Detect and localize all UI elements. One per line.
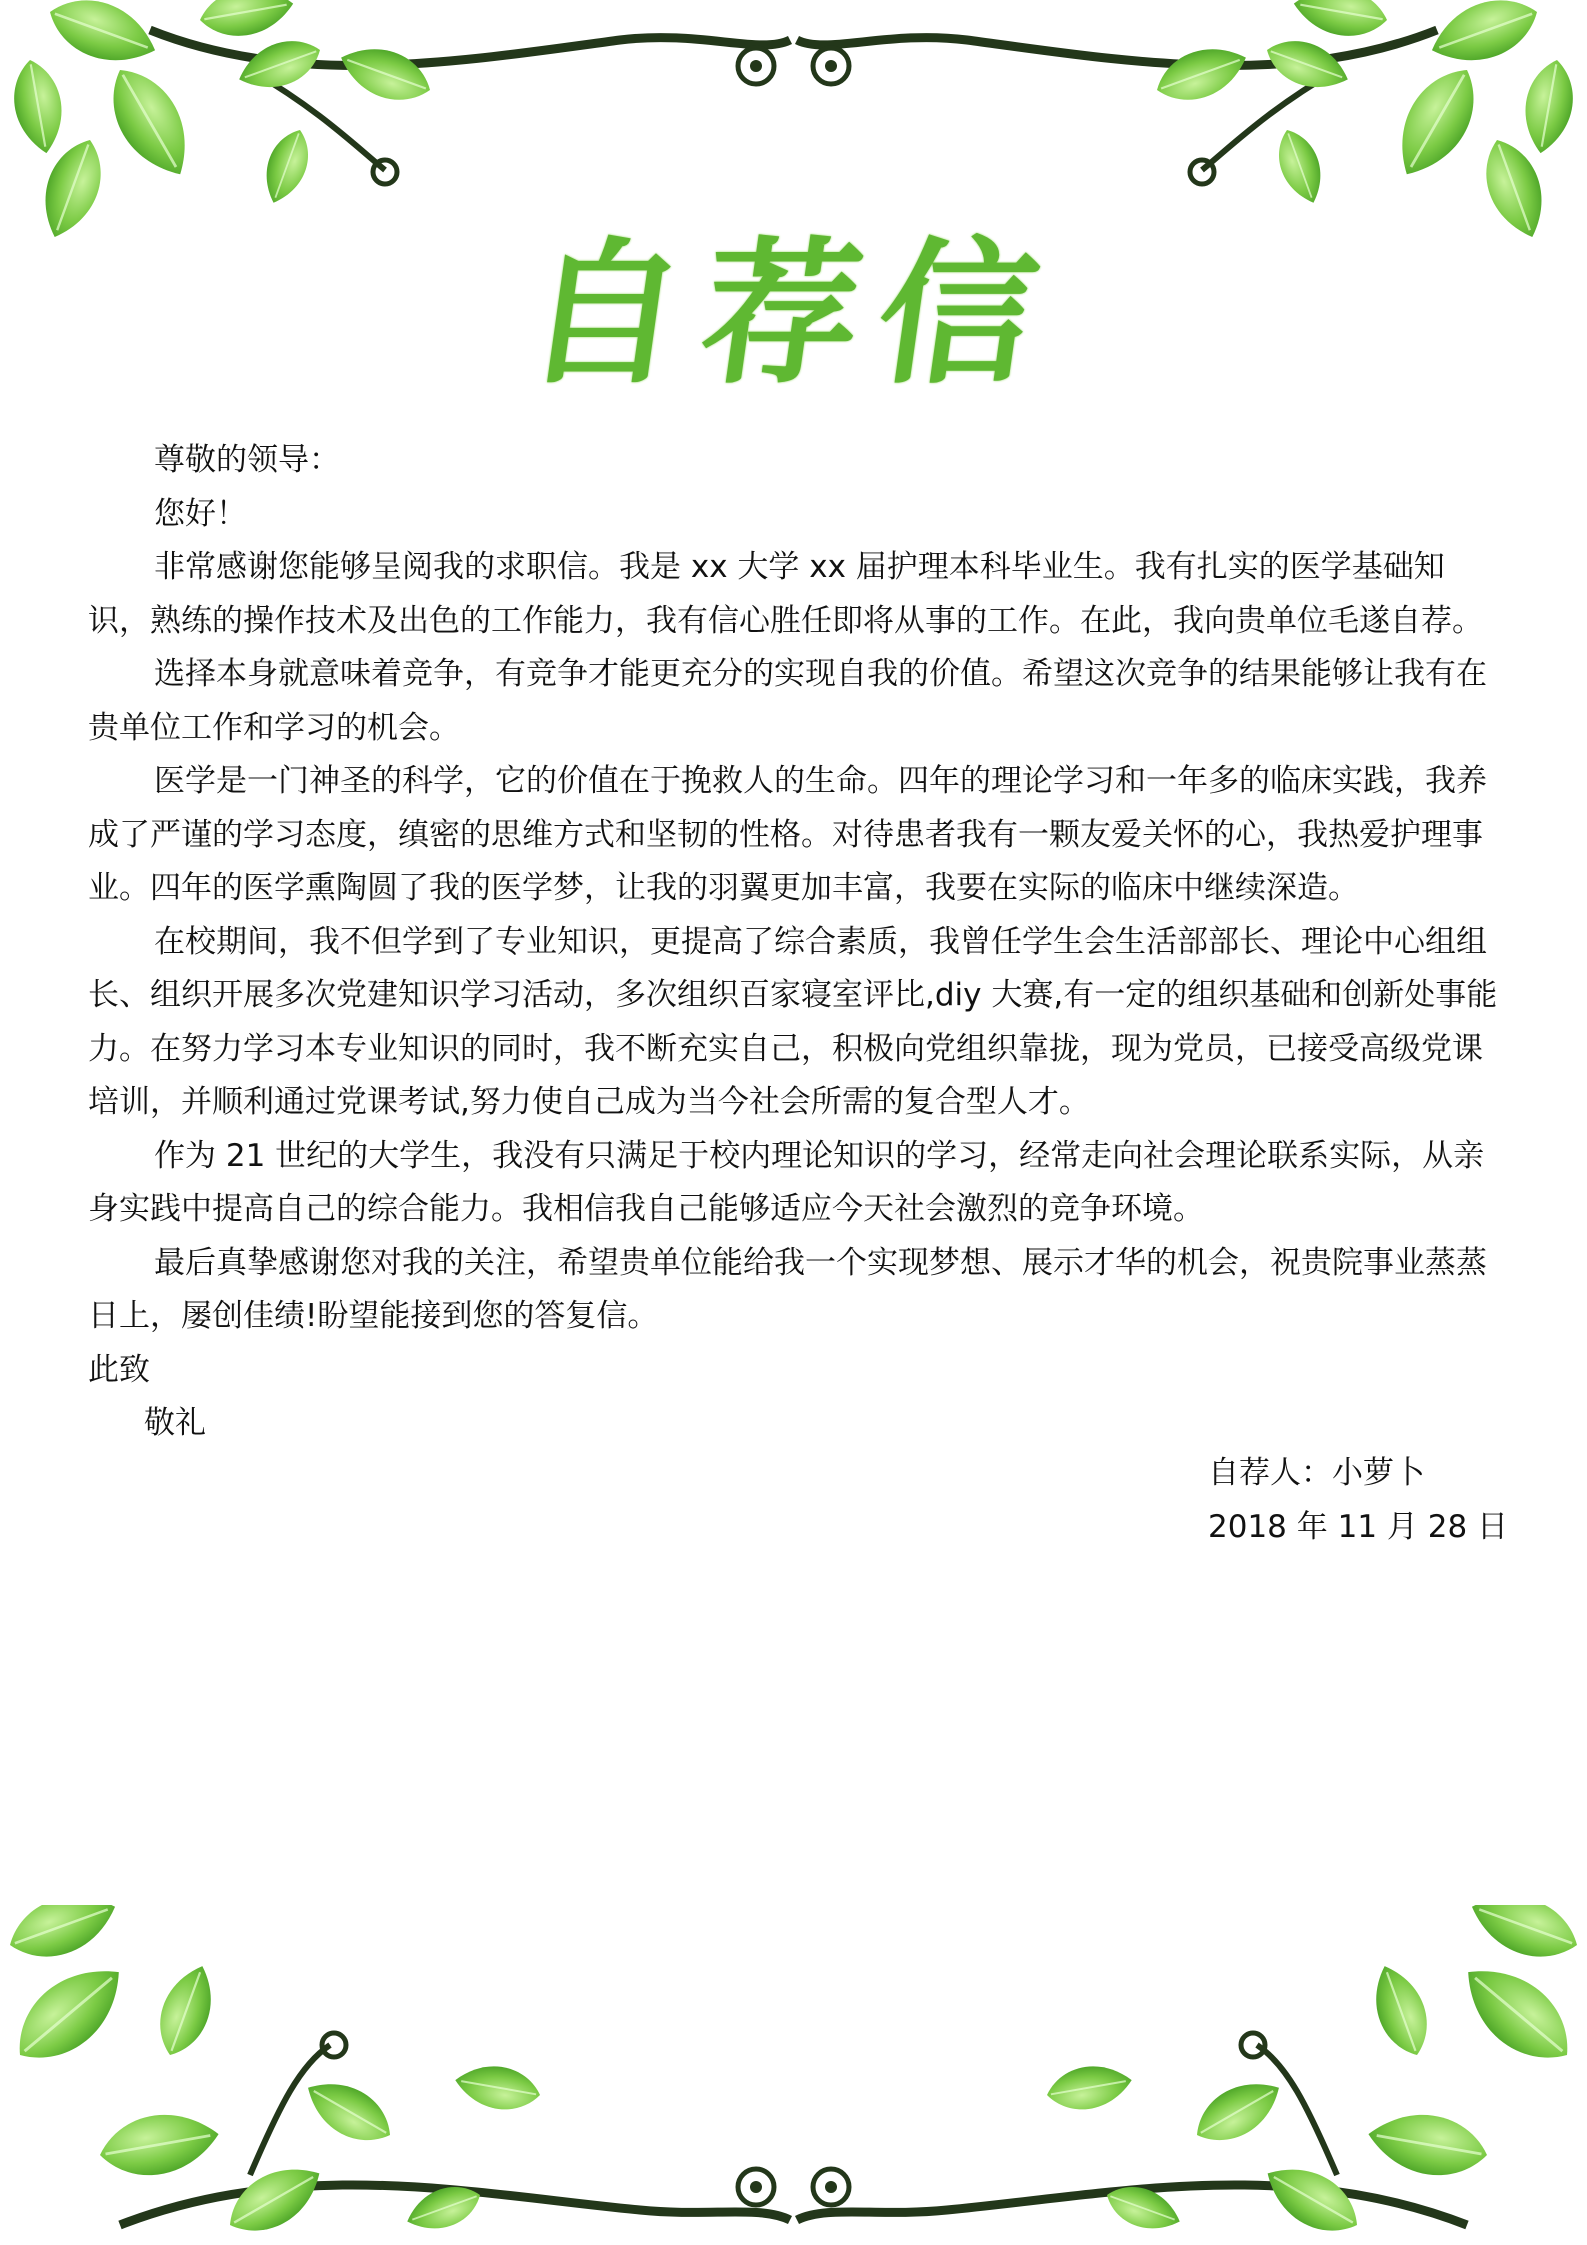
vine-bottom — [120, 2033, 1467, 2225]
paragraph-6: 最后真挚感谢您对我的关注，希望贵单位能给我一个实现梦想、展示才华的机会，祝贵院事业蒸蒸日上，屡创佳绩!盼望能接到您的答复信。 — [88, 1244, 1487, 1334]
signer-name: 自荐人：小萝卜 — [1208, 1455, 1425, 1491]
signature-block — [1208, 1447, 1508, 1554]
leaf-cluster-bottom-left — [0, 1905, 544, 2245]
paragraph-5: 作为 21 世纪的大学生，我没有只满足于校内理论知识的学习，经常走向社会理论联系实际，从亲身实践中提高自己的综合能力。我相信我自己能够适应今天社会激烈的竞争环境。 — [88, 1137, 1485, 1227]
paragraph-1: 非常感谢您能够呈阅我的求职信。我是 xx 大学 xx 届护理本科毕业生。我有扎实的医学基础知识，熟练的操作技术及出色的工作能力，我有信心胜任即将从事的工作。在此，我向贵单位毛遂自荐。 — [88, 549, 1483, 639]
salutation: 尊敬的领导： — [154, 442, 340, 478]
paragraph-2: 选择本身就意味着竞争，有竞争才能更充分的实现自我的价值。希望这次竞争的结果能够让我有在贵单位工作和学习的机会。 — [88, 656, 1487, 746]
signature-date: 2018 年 11 月 28 日 — [1208, 1508, 1509, 1545]
vine-top — [150, 30, 1437, 184]
letter-body — [88, 434, 1500, 1451]
letter-title: 自荐信 — [514, 222, 1069, 405]
closing-line-2: 敬礼 — [144, 1405, 206, 1441]
leaf-vine-border-bottom — [0, 1905, 1587, 2245]
greeting: 您好！ — [154, 495, 247, 532]
closing-line-1: 此致 — [88, 1351, 150, 1388]
leaf-cluster-bottom-right — [1043, 1905, 1587, 2245]
paragraph-3: 医学是一门神圣的科学，它的价值在于挽救人的生命。四年的理论学习和一年多的临床实践，我养成了严谨的学习态度，缜密的思维方式和坚韧的性格。对待患者我有一颗友爱关怀的心，我热爱护理事业。四年的医学熏陶圆了我的医学梦，让我的羽翼更加丰富，我要在实际的临床中继续深造。 — [88, 763, 1487, 906]
paragraph-4: 在校期间，我不但学到了专业知识，更提高了综合素质，我曾任学生会生活部部长、理论中心组组长、组织开展多次党建知识学习活动，多次组织百家寝室评比,diy 大赛,有一定的组织基础和创新处事能力。在努力学习本专业知识的同时，我不断充实自己，积极向党组织靠拢，现为党员，已接受高级党课培训，并顺利通过党课考试,努力使自己成为当今社会所需的复合型人才。 — [88, 923, 1498, 1120]
